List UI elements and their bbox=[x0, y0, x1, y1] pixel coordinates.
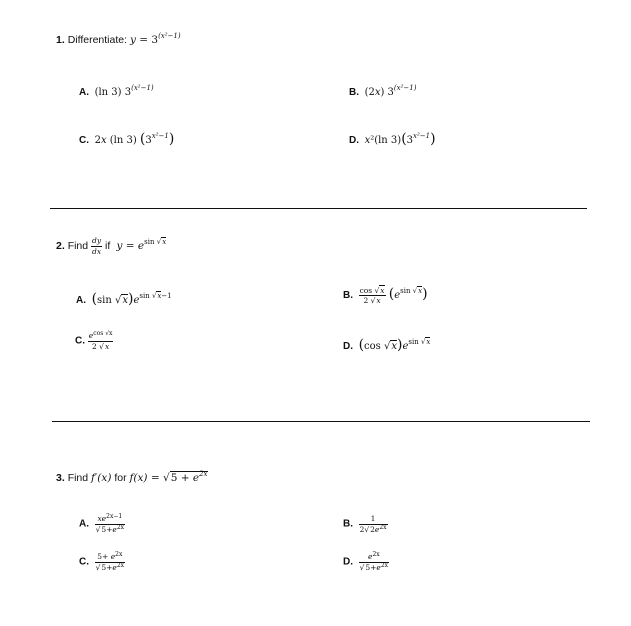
q2-option-a-text: (sin $√x)e^{sin √x-1}$ bbox=[91, 291, 172, 307]
q1-option-b-text: (2x) $3^{(x^2-1)}$ bbox=[364, 84, 417, 98]
question-1 bbox=[56, 34, 181, 46]
q1-option-a-label: A. bbox=[79, 87, 89, 98]
q2-option-a[interactable] bbox=[76, 291, 172, 307]
divider-1 bbox=[50, 208, 587, 209]
question-2-prompt: Find $\frac{dy}{dx}$ if bbox=[67, 236, 111, 256]
q3-option-c[interactable] bbox=[79, 553, 125, 571]
q1-option-b[interactable] bbox=[349, 84, 417, 98]
q1-option-a[interactable] bbox=[79, 84, 154, 98]
q1-option-d[interactable] bbox=[349, 131, 436, 147]
q3-option-c-text: $\frac{5+ e^{2x}}{√5+e^{2x}}$ bbox=[95, 551, 125, 572]
q1-option-a-text: (ln 3) $3^{(x^2-1)}$ bbox=[94, 84, 154, 98]
q1-option-b-label: B. bbox=[349, 87, 359, 98]
q3-option-d-text: $\frac{e^{2x}}{√5+e^{2x}}$ bbox=[359, 551, 389, 572]
q2-option-d[interactable] bbox=[343, 337, 430, 353]
question-3-prompt: Find f′(x) for bbox=[67, 472, 127, 484]
q3-option-a-text: $\frac{xe^{2x-1}}{√5+e^{2x}}$ bbox=[95, 513, 125, 534]
q2-option-c[interactable] bbox=[75, 332, 113, 350]
question-1-prompt: Differentiate: bbox=[67, 34, 128, 46]
q1-option-c-label: C. bbox=[79, 135, 89, 146]
q2-option-d-label: D. bbox=[343, 341, 353, 352]
q3-option-d[interactable] bbox=[343, 553, 389, 571]
question-3-number: 3. bbox=[56, 472, 65, 484]
question-2-number: 2. bbox=[56, 239, 65, 252]
q3-option-a[interactable] bbox=[79, 515, 125, 533]
q2-option-a-label: A. bbox=[76, 295, 86, 306]
q1-option-c-text: 2x (ln 3) $(3^{x^2-1})$ bbox=[94, 131, 175, 147]
question-2-equation: $y = e^{sin √x}$ bbox=[113, 237, 167, 252]
question-1-equation: $y = 3^{(x^2-1)}$ bbox=[129, 32, 181, 46]
q2-option-c-text: $\frac{e^{cos √x}}{2 √x}$ bbox=[88, 330, 113, 351]
q2-option-b-text: $\frac{\cos √x}{2 √x}$ $(e^{sin √x})$ bbox=[359, 285, 428, 305]
q3-option-b-label: B. bbox=[343, 518, 353, 530]
question-3-equation: $f(x) = √5 + e^{2x}$ bbox=[129, 470, 208, 484]
q1-option-d-label: D. bbox=[349, 135, 359, 146]
q3-option-c-label: C. bbox=[79, 556, 89, 568]
question-3 bbox=[56, 472, 208, 484]
q3-option-a-label: A. bbox=[79, 518, 89, 530]
q3-option-b[interactable] bbox=[343, 515, 388, 533]
question-2 bbox=[56, 237, 166, 255]
q2-option-b[interactable] bbox=[343, 286, 428, 305]
q2-option-c-label: C. bbox=[75, 335, 85, 347]
q2-option-d-text: (cos $√x)e^{sin √x}$ bbox=[358, 337, 431, 353]
q1-option-c[interactable] bbox=[79, 131, 174, 147]
q3-option-b-text: $\frac{1}{2√2e^{2x}}$ bbox=[359, 514, 387, 534]
divider-2 bbox=[52, 421, 590, 422]
question-1-number: 1. bbox=[56, 34, 65, 46]
q3-option-d-label: D. bbox=[343, 556, 353, 568]
q1-option-d-text: x²(ln $3)(3^{x^2-1})$ bbox=[364, 131, 436, 147]
q2-option-b-label: B. bbox=[343, 290, 353, 301]
